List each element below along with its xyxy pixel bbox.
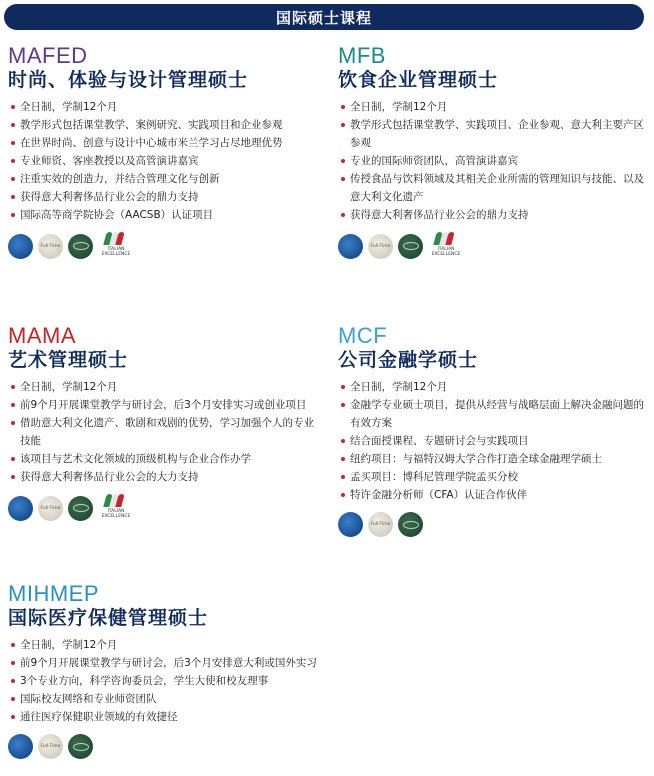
italian-excellence-icon: ITALIAN EXCELLENCE <box>100 494 130 522</box>
list-item: 借助意大利文化遗产、歌剧和戏剧的优势，学习加强个人的专业技能 <box>8 414 318 450</box>
list-item: 注重实效的创造力，并结合管理文化与创新 <box>8 170 318 188</box>
school-seal-icon <box>398 234 423 259</box>
list-item: 国际高等商学院协会（AACSB）认证项目 <box>8 206 318 224</box>
list-item: 全日制，学制12个月 <box>338 378 648 396</box>
list-item: 教学形式包括课堂教学、案例研究、实践项目和企业参观 <box>8 116 318 134</box>
list-item: 3个专业方向，科学咨询委员会，学生大使和校友理事 <box>8 672 348 690</box>
list-item: 特许金融分析师（CFA）认证合作伙伴 <box>338 486 648 504</box>
bullet-list <box>8 378 318 486</box>
program-mihmep <box>8 582 348 759</box>
bullet-list <box>8 98 318 224</box>
list-item: 全日制，学制12个月 <box>8 378 318 396</box>
program-mcf <box>338 324 648 537</box>
list-item: 结合面授课程、专题研讨会与实践项目 <box>338 432 648 450</box>
list-item: 孟买项目：博科尼管理学院孟买分校 <box>338 468 648 486</box>
italian-excellence-icon: ITALIAN EXCELLENCE <box>100 232 130 260</box>
full-time-icon: Full-Time <box>38 234 63 259</box>
program-code: MFB <box>338 43 386 68</box>
list-item: 在世界时尚、创意与设计中心城市米兰学习占尽地理优势 <box>8 134 318 152</box>
list-item: 纽约项目：与福特汉姆大学合作打造全球金融理学硕士 <box>338 450 648 468</box>
accreditation-icon <box>8 234 33 259</box>
full-time-icon: Full-Time <box>38 496 63 521</box>
list-item: 通往医疗保健职业领域的有效捷径 <box>8 708 348 726</box>
list-item: 全日制，学制12个月 <box>8 636 348 654</box>
list-item: 专业师资、客座教授以及高管演讲嘉宾 <box>8 152 318 170</box>
accreditation-icon <box>8 734 33 759</box>
list-item: 获得意大利奢侈品行业公会的鼎力支持 <box>8 188 318 206</box>
list-item: 该项目与艺术文化领域的顶级机构与企业合作办学 <box>8 450 318 468</box>
list-item: 获得意大利奢侈品行业公会的大力支持 <box>8 468 318 486</box>
program-code: MAFED <box>8 43 88 68</box>
list-item: 全日制，学制12个月 <box>338 98 648 116</box>
page-banner <box>4 4 644 30</box>
program-title: 艺术管理硕士 <box>8 349 129 371</box>
program-title: 饮食企业管理硕士 <box>338 69 499 91</box>
full-time-icon: Full-Time <box>368 512 393 537</box>
school-seal-icon <box>68 496 93 521</box>
list-item: 金融学专业硕士项目，提供从经营与战略层面上解决金融问题的有效方案 <box>338 396 648 432</box>
program-code: MAMA <box>8 323 76 348</box>
full-time-icon: Full-Time <box>368 234 393 259</box>
program-title: 时尚、体验与设计管理硕士 <box>8 69 249 91</box>
program-mfb <box>338 44 648 260</box>
logo-row <box>8 494 318 522</box>
list-item: 教学形式包括课堂教学、实践项目、企业参观、意大利主要产区参观 <box>338 116 648 152</box>
school-seal-icon <box>68 734 93 759</box>
logo-row <box>338 512 648 537</box>
bullet-list <box>8 636 348 726</box>
logo-row <box>338 232 648 260</box>
list-item: 专业的国际师资团队，高管演讲嘉宾 <box>338 152 648 170</box>
logo-row <box>8 232 318 260</box>
list-item: 全日制，学制12个月 <box>8 98 318 116</box>
list-item: 获得意大利奢侈品行业公会的鼎力支持 <box>338 206 648 224</box>
program-code: MCF <box>338 323 388 348</box>
program-title: 公司金融学硕士 <box>338 349 479 371</box>
full-time-icon: Full-Time <box>38 734 63 759</box>
school-seal-icon <box>68 234 93 259</box>
banner-title: 国际硕士课程 <box>275 8 372 27</box>
program-mama <box>8 324 318 522</box>
list-item: 前9个月开展课堂教学与研讨会，后3个月安排实习或创业项目 <box>8 396 318 414</box>
school-seal-icon <box>398 512 423 537</box>
logo-row <box>8 734 348 759</box>
program-title: 国际医疗保健管理硕士 <box>8 607 209 629</box>
italian-excellence-icon: ITALIAN EXCELLENCE <box>430 232 460 260</box>
program-mafed <box>8 44 318 260</box>
list-item: 传授食品与饮料领域及其相关企业所需的管理知识与技能、以及意大利文化遗产 <box>338 170 648 206</box>
accreditation-icon <box>8 496 33 521</box>
accreditation-icon <box>338 234 363 259</box>
bullet-list <box>338 378 648 504</box>
list-item: 前9个月开展课堂教学与研讨会，后3个月安排意大利或国外实习 <box>8 654 348 672</box>
list-item: 国际校友网络和专业师资团队 <box>8 690 348 708</box>
program-code: MIHMEP <box>8 581 99 606</box>
bullet-list <box>338 98 648 224</box>
accreditation-icon <box>338 512 363 537</box>
